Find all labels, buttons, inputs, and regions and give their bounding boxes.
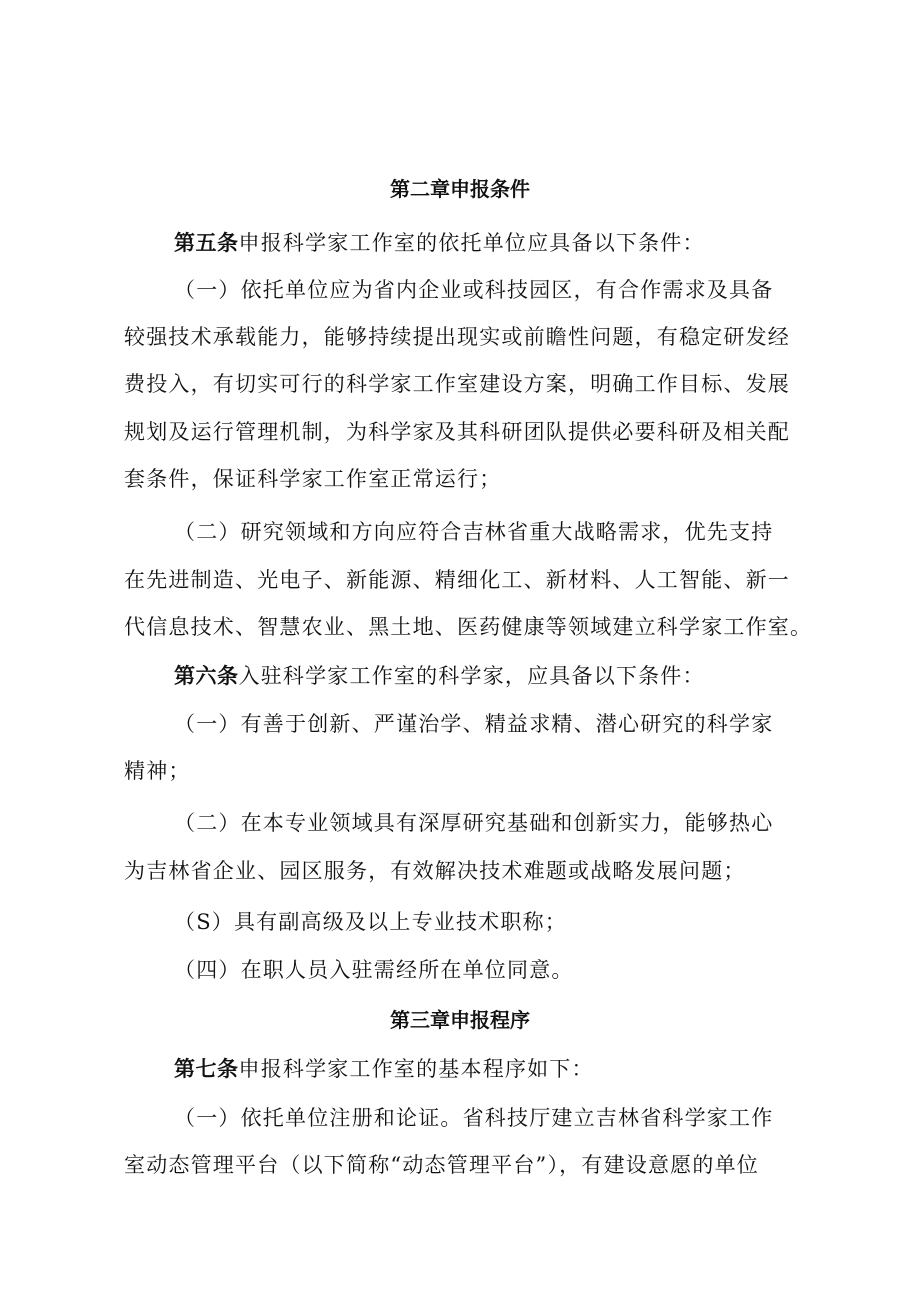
article-5-text: 申报科学家工作室的依托单位应具备以下条件： <box>238 231 705 255</box>
paragraph-line: （一）有善于创新、严谨治学、精益求精、潜心研究的科学家 <box>174 712 774 736</box>
paragraph-line: 费投入，有切实可行的科学家工作室建设方案，明确工作目标、发展 <box>124 372 790 396</box>
paragraph-line: 在先进制造、光电子、新能源、精细化工、新材料、人工智能、新一 <box>124 568 790 592</box>
paragraph-line: 精神； <box>124 759 191 783</box>
article-6-label: 第六条 <box>174 664 239 688</box>
paragraph-line: 代信息技术、智慧农业、黑土地、医药健康等领域建立科学家工作室。 <box>124 615 813 639</box>
paragraph-line: （二）在本专业领域具有深厚研究基础和创新实力，能够热心 <box>174 811 774 835</box>
paragraph-line: 室动态管理平台（以下简称“动态管理平台”），有建设意愿的单位 <box>124 1153 759 1177</box>
paragraph-line: 规划及运行管理机制，为科学家及其科研团队提供必要科研及相关配 <box>124 420 790 444</box>
paragraph-line: 套条件，保证科学家工作室正常运行； <box>124 467 502 491</box>
paragraph-line: （四）在职人员入驻需经所在单位同意。 <box>174 958 574 982</box>
article-6-text: 入驻科学家工作室的科学家，应具备以下条件： <box>238 664 705 688</box>
article-7-text: 申报科学家工作室的基本程序如下： <box>238 1057 594 1081</box>
article-7-label: 第七条 <box>174 1057 239 1081</box>
article-6 <box>174 663 705 689</box>
paragraph-line: （一）依托单位注册和论证。省科技厅建立吉林省科学家工作 <box>174 1106 774 1130</box>
paragraph-line: （二）研究领域和方向应符合吉林省重大战略需求，优先支持 <box>174 520 774 544</box>
paragraph-line: 为吉林省企业、园区服务，有效解决技术难题或战略发展问题； <box>124 859 746 883</box>
chapter-2-heading: 第二章申报条件 <box>390 177 530 201</box>
chapter-3-heading: 第三章申报程序 <box>390 1008 530 1032</box>
paragraph-line: （一）依托单位应为省内企业或科技园区，有合作需求及具备 <box>174 278 774 302</box>
article-7 <box>174 1056 594 1082</box>
paragraph-line: （S）具有副高级及以上专业技术职称； <box>174 910 567 934</box>
article-5-label: 第五条 <box>174 231 239 255</box>
article-5 <box>174 230 705 256</box>
paragraph-line: 较强技术承载能力，能够持续提出现实或前瞻性问题，有稳定研发经 <box>124 325 790 349</box>
